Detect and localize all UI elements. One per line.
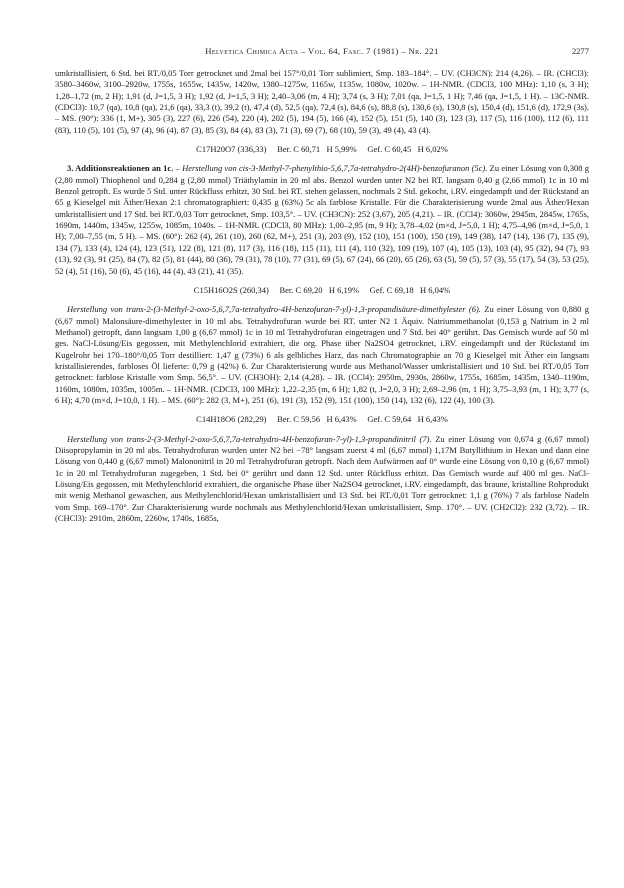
elemental-analysis-3: C14H18O6 (282,29) Ber. C 59,56 H 6,43% Gef. C 59,64 H 6,43% bbox=[196, 414, 448, 425]
paragraph-compound-7 bbox=[55, 434, 589, 525]
paragraph-compound-6 bbox=[55, 304, 589, 406]
document-page bbox=[55, 0, 589, 888]
section-heading: 3. Additionsreaktionen an 1c. bbox=[67, 163, 174, 174]
journal-title: Helvetica Chimica Acta – Vol. 64, Fasc. 7 (1981) – Nr. 221 bbox=[205, 46, 439, 56]
paragraph-section-3: 3. Additionsreaktionen an 1c. – Herstellung von cis-3-Methyl-7-phenylthio-5,6,7,7a-tetrahydro-2(4H)-benzofuranon (5c). Zu einer Lösung von 0,308 g (2,80 mmol) Thiophenol und 0,284 g (2,80 mmol) Triäthylamin in 20 ml abs. Benzol wurden unter N2 bei RT. langsam 0,40 g (2,66 mmol) 1c in 10 ml Benzol getropft. Es wurde 5 Std. unter Rückfluss erhitzt, 30 Std. bei RT. stehen gelassen, nochmals 2 Std. gekocht, i.RV. eingedampft und der Rückstand an 65 g Kieselgel mit Äther/Hexan 2:1 chromatographiert: 0,435 g (63%) 5c als farblose Kristalle. Für die Charakterisierung wurde 2mal aus Äther/Hexan umkristallisiert und 17 Std. bei RT./0,03 Torr getrocknet, Smp. 103,5°. – UV. (CH3CN): 252 (3,67), 205 (4,21). – IR. (CCl4): 3060w, 2945m, 2845w, 1765s, 1690m, 1440m, 1345w, 1255w, 1085m, 1040s. – 1H-NMR. (CDCl3, 80 MHz): 1,00–2,95 (m, 9 H); 3,78–4,02 (m×d, J=5,0, 1 H); 4,75–4,96 (m×d, J=5,0, 1 H); 7,00–7,55 (m, 5 H). – MS. (60°): 262 (4), 261 (10), 260 (62, M+), 251 (3), 203 (9), 152 (10), 151 (100), 150 (19), 149 (38), 147 (14), 136 (7), 135 (9), 134 (7), 133 (4), 124 (4), 123 (51), 122 (8), 121 (8), 117 (3), 116 (18), 115 (11), 111 (4), 110 (32), 109 (19), 107 (4), 105 (13), 103 (4), 95 (32), 94 (7), 93 (13), 92 (3), 91 (25), 84 (7), 82 (5), 81 (44), 80 (36), 79 (31), 78 (10), 77 (31), 69 (5), 67 (24), 66 (20), 65 (26), 63 (5), 59 (5), 57 (3), 55 (17), 54 (3), 53 (25), 52 (4), 51 (16), 50 (6), 45 (16), 44 (4), 43 (21), 41 (35). bbox=[55, 163, 590, 276]
running-header bbox=[55, 46, 589, 60]
elemental-analysis-1: C17H20O7 (336,33) Ber. C 60,71 H 5,99% Gef. C 60,45 H 6,02% bbox=[196, 144, 448, 155]
procedure-text-7: Zu einer Lösung von 0,674 g (6,67 mmol) Diisopropylamin in 20 ml abs. Tetrahydrofuran wurden unter N2 bei −78° langsam zuerst 4 ml (6,67 mmol) 1,17M Butyllithium in Hexan und dann eine Lösung von 0,440 g (6,67 mmol) Malononitril in 20 ml Tetrahydrofuran getropft. Nach dem Aufwärmen auf 0° wurde eine Lösung von 0,10 g (6,67 mmol) 1c in 20 ml Tetrahydrofuran zugegeben, 1 Std. bei 0° gerührt und dann 12 Std. unter Rückfluss erhitzt. Das Gemisch wurde auf 400 ml ges. NaCl-Lösung/Eis gegossen, mit Methylenchlorid extrahiert, die organische Phase über Na2SO4 getrocknet, i.RV. eingedampft, das braune, kristalline Rohprodukt mit wenig Methanol gewaschen, aus Methylenchlorid/Hexan umkristallisiert und 13 Std. bei RT./0,01 Torr getrocknet: 1,1 g (76%) 7 als farblose Nadeln vom Smp. 169–170°. Zur Charakterisierung wurde nochmals aus Methylenchlorid/Hexan umkristallisiert, Smp. 170°. – UV. (CH2Cl2): 232 (3,72). – IR. (CHCl3): 2910m, 2860m, 2260w, 1740s, 1685s, bbox=[55, 433, 589, 524]
procedure-text-6: Zu einer Lösung von 0,880 g (6,67 mmol) Malonsäure-dimethylester in 10 ml abs. Tetrahydrofuran wurde bei RT. unter N2 1 Äquiv. Natriummethanolat (0,153 g Natrium in 2 ml Methanol) getropft, dann langsam 1,00 g (6,67 mmol) 1c in 10 ml Tetrahydrofuran eingetragen und 7 Std. bei 40° gerührt. Das Gemisch wurde auf 50 ml ges. NaCl-Lösung/Eis gegossen, mit Methylenchlorid extrahiert, die org. Phase über Na2SO4 getrocknet, i.RV. eingedampft und der Rückstand im Kugelrohr bei 170–180°/0,05 Torr destilliert: 1,47 g (73%) 6 als gelbliches Harz, das nach Chromatographie an 70 g Kieselgel mit Äther ein langsam kristallisierendes, farbloses Öl lieferte: 0,79 g (42%) 6. Zur Charakterisierung wurde aus Methanol/Wasser umkristallisiert und 10 Std. bei RT./0,05 Torr getrocknet: farblose Kristalle vom Smp. 56,5°. – UV. (CH3OH): 2,14 (4,28). – IR. (CCl4): 2950m, 2930s, 2860w, 1755s, 1685m, 1435m, 1340–1190m, 1160m, 1080m, 1035m, 1005m. – 1H-NMR. (CDCl3, 100 MHz): 1,22–2,35 (m, 6 H); 1,82 (t, J=2,0, 3 H); 2,69–2,96 (m, 1 H); 3,75–3,93 (m, 1 H); 3,77 (s, 6 H); 4,70 (m×d, J=10,0, 1 H). – MS. (60°): 282 (3, M+), 251 (6), 191 (3), 152 (9), 151 (100), 150 (14), 132 (6), 122 (4), 100 (3). bbox=[55, 304, 589, 405]
article-body bbox=[55, 68, 589, 524]
paragraph-characterization-continued: umkristallisiert, 6 Std. bei RT./0,05 Torr getrocknet und 2mal bei 157°/0,01 Torr sublimiert, Smp. 183–184°. – UV. (CH3CN): 214 (4,26). – IR. (CHCl3): 3580–3460w, 3100–2920w, 1755s, 1655w, 1435w, 1420w, 1380–1275w, 1165w, 1135w, 1080w, 1020w. – 1H-NMR. (CDCl3, 100 MHz): 1,10 (s, 3 H); 1,28–1,72 (m, 2 H); 1,91 (d, J=1,5, 3 H); 1,92 (d, J=1,5, 3 H); 2,40–3,06 (m, 4 H); 3,74 (s, 3 H); 7,01 (qa, J=1,5, 1 H); 7,46 (qa, J=1,5, 1 H). – 13C-NMR. (CDCl3): 10,7 (qa), 10,8 (qa), 21,6 (qa), 33,3 (t), 39,2 (t), 47,4 (d), 52,5 (qa), 72,4 (s), 84,6 (s), 88,8 (s), 130,6 (s), 130,8 (s), 150,4 (d), 151,6 (d), 172,9 (3s). – MS. (90°): 336 (1, M+), 305 (3), 227 (6), 226 (54), 220 (4), 202 (5), 194 (5), 166 (4), 152 (5), 151 (5), 140 (3), 123 (3), 117 (5), 116 (100), 112 (6), 111 (83), 110 (5), 101 (5), 97 (4), 96 (4), 87 (3), 85 (3), 84 (4), 83 (3), 71 (3), 69 (7), 68 (10), 59 (3), 49 (4), 43 (4). bbox=[55, 68, 589, 135]
elemental-analysis-2: C15H16O2S (260,34) Ber. C 69,20 H 6,19% Gef. C 69,18 H 6,04% bbox=[193, 284, 451, 295]
procedure-title-6: Herstellung von trans-2-(3-Methyl-2-oxo-5,6,7,7a-tetrahydro-4H-benzofuran-7-yl)-1,3-propandisäure-dimethylester (6). bbox=[67, 304, 481, 315]
procedure-title-5c: Herstellung von cis-3-Methyl-7-phenylthio-5,6,7,7a-tetrahydro-2(4H)-benzofuranon (5c). bbox=[182, 163, 488, 174]
procedure-title-7: Herstellung von trans-2-(3-Methyl-2-oxo-5,6,7,7a-tetrahydro-4H-benzofuran-7-yl)-1,3-propandinitril (7). bbox=[67, 433, 432, 444]
procedure-text-5c: Zu einer Lösung von 0,308 g (2,80 mmol) Thiophenol und 0,284 g (2,80 mmol) Triäthylamin in 20 ml abs. Benzol wurden unter N2 bei RT. langsam 0,40 g (2,66 mmol) 1c in 10 ml Benzol getropft. Es wurde 5 Std. unter Rückfluss erhitzt, 30 Std. bei RT. stehen gelassen, nochmals 2 Std. gekocht, i.RV. eingedampft und der Rückstand an 65 g Kieselgel mit Äther/Hexan 2:1 chromatographiert: 0,435 g (63%) 5c als farblose Kristalle. Für die Charakterisierung wurde 2mal aus Äther/Hexan umkristallisiert und 17 Std. bei RT./0,03 Torr getrocknet, Smp. 103,5°. – UV. (CH3CN): 252 (3,67), 205 (4,21). – IR. (CCl4): 3060w, 2945m, 2845w, 1765s, 1690m, 1440m, 1345w, 1255w, 1085m, 1040s. – 1H-NMR. (CDCl3, 80 MHz): 1,00–2,95 (m, 9 H); 3,78–4,02 (m×d, J=5,0, 1 H); 4,75–4,96 (m×d, J=5,0, 1 H); 7,00–7,55 (m, 5 H). – MS. (60°): 262 (4), 261 (10), 260 (62, M+), 251 (3), 203 (9), 152 (10), 151 (100), 150 (19), 149 (38), 147 (14), 136 (7), 135 (9), 134 (7), 133 (4), 124 (4), 123 (51), 122 (8), 121 (8), 117 (3), 116 (18), 115 (11), 111 (4), 110 (32), 109 (19), 107 (4), 105 (13), 103 (4), 95 (32), 94 (7), 93 (13), 92 (3), 91 (25), 84 (7), 82 (5), 81 (44), 80 (36), 79 (31), 78 (10), 77 (31), 69 (5), 67 (24), 66 (20), 65 (26), 63 (5), 59 (5), 57 (3), 55 (17), 54 (3), 53 (25), 52 (4), 51 (16), 50 (6), 45 (16), 44 (4), 43 (21), 41 (35). bbox=[55, 163, 590, 276]
page-number: 2277 bbox=[571, 46, 589, 56]
